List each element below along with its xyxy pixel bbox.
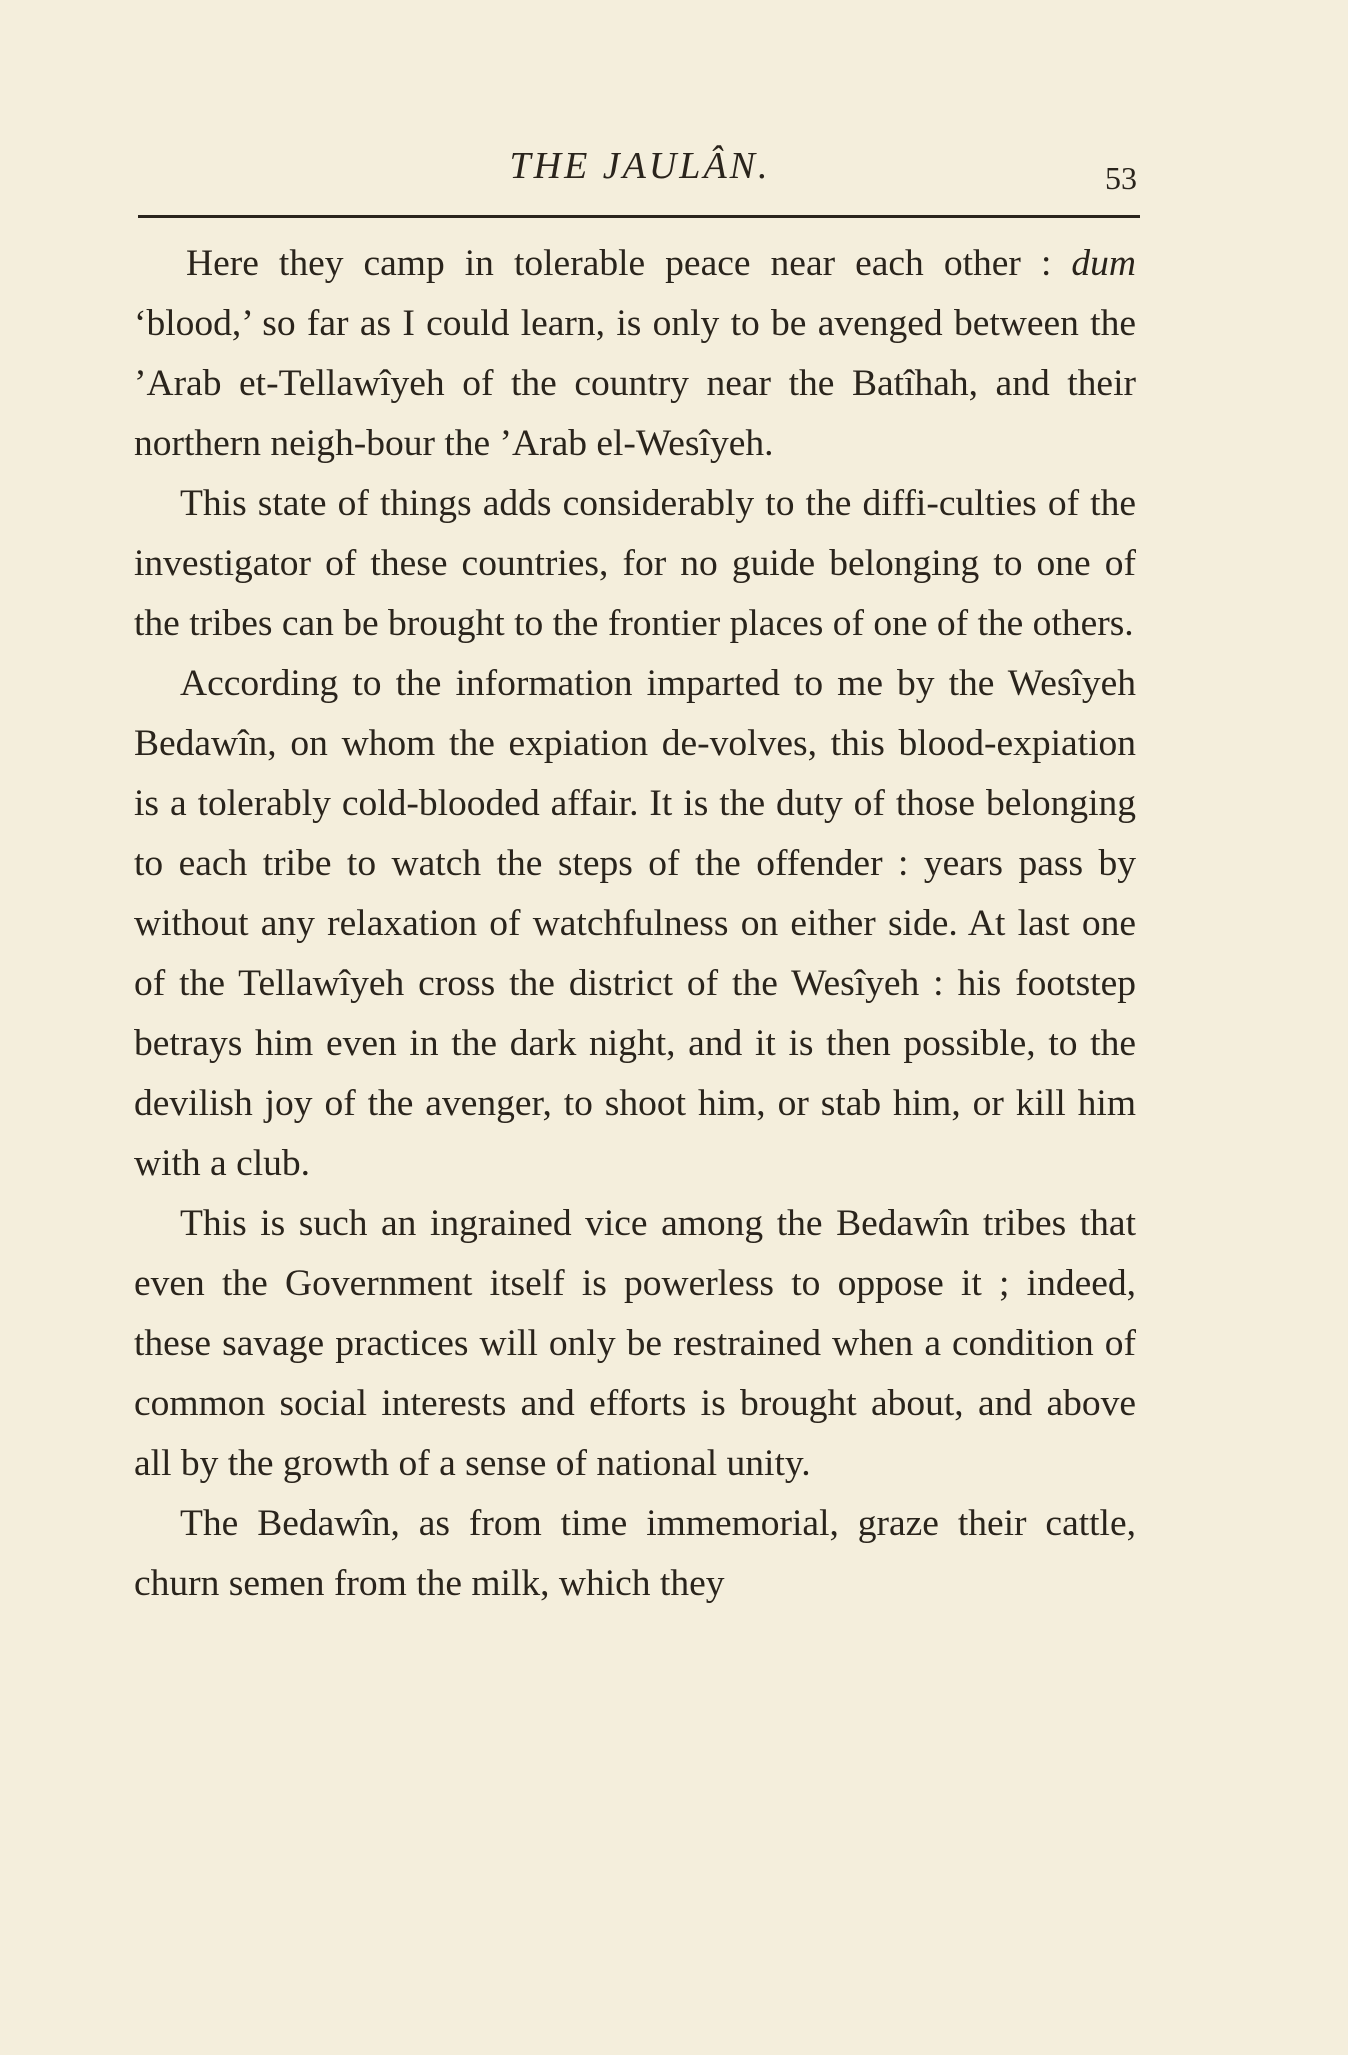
- paragraph: This is such an ingrained vice among the Bedawîn tribes that even the Government itself is powerless to oppose it ; indeed, these savage practices will only be restrained when a condition of common social interests and efforts is brought about, and above all by the growth of a sense of national unity.: [134, 1203, 1136, 1484]
- page-number: 53: [1105, 160, 1137, 196]
- running-title: THE JAULÂN.: [509, 145, 771, 187]
- paragraph-text: ‘blood,’ so far as I could learn, is only to be avenged between the ’Arab et-Tellawîyeh of the country near the Batîhah, and their northern neigh-bour the ’Arab el-Wesîyeh.: [134, 303, 1136, 464]
- header-rule: [138, 215, 1140, 218]
- paragraph-text: Here they camp in tolerable peace near each other :: [186, 243, 1072, 284]
- foreign-term: dum: [1071, 243, 1136, 284]
- body-text: [134, 234, 1136, 1614]
- paragraph: This state of things adds considerably to the diffi-culties of the investigator of these countries, for no guide belonging to one of the tribes can be brought to the frontier places of one of the others.: [134, 483, 1136, 644]
- paragraph: According to the information imparted to me by the Wesîyeh Bedawîn, on whom the expiation de-volves, this blood-expiation is a tolerably cold-blooded affair. It is the duty of those belonging to each tribe to watch the steps of the offender : years pass by without any relaxation of watchfulness on either side. At last one of the Tellawîyeh cross the district of the Wesîyeh : his footstep betrays him even in the dark night, and it is then possible, to the devilish joy of the avenger, to shoot him, or stab him, or kill him with a club.: [134, 663, 1136, 1184]
- running-head: [135, 140, 1145, 200]
- paragraph: [134, 234, 1136, 474]
- paragraph: The Bedawîn, as from time immemorial, graze their cattle, churn semen from the milk, which they: [134, 1503, 1136, 1604]
